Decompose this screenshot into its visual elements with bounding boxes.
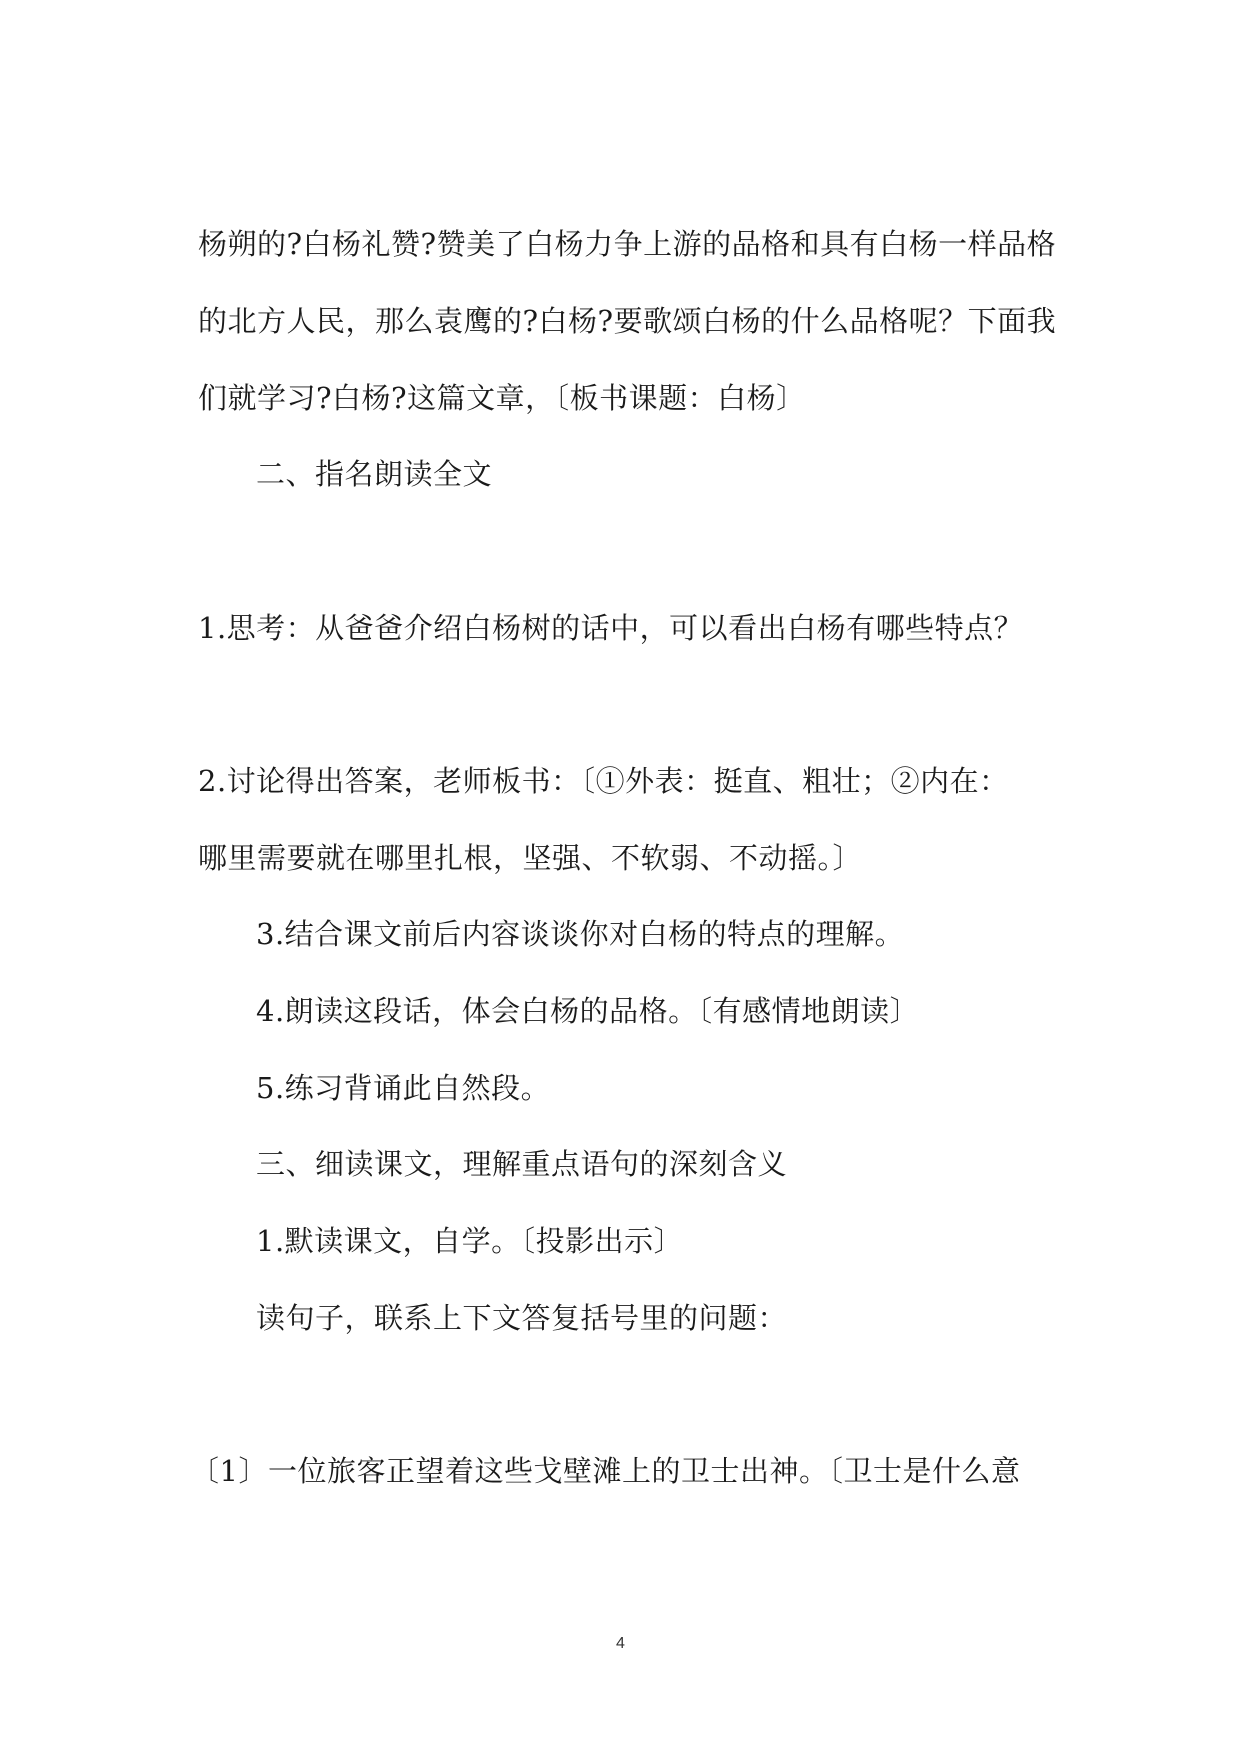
body-text-line-3: 们就学习?白杨?这篇文章，〔板书课题：白杨〕 bbox=[198, 381, 806, 415]
section-heading-2: 二、指名朗读全文 bbox=[256, 457, 493, 491]
list-item-understand: 3.结合课文前后内容谈谈你对白杨的特点的理解。 bbox=[256, 917, 905, 951]
list-item-recite: 5.练习背诵此自然段。 bbox=[256, 1071, 551, 1105]
question-item-1: 〔1〕一位旅客正望着这些戈壁滩上的卫士出神。〔卫士是什么意 bbox=[190, 1454, 1021, 1488]
body-text-line-2: 的北方人民，那么袁鹰的?白杨?要歌颂白杨的什么品格呢？下面我 bbox=[198, 304, 1057, 338]
list-item-discuss-line-2: 哪里需要就在哪里扎根，坚强、不软弱、不动摇。〕 bbox=[198, 841, 863, 875]
list-item-discuss-line-1: 2.讨论得出答案，老师板书：〔①外表：挺直、粗壮；②内在： bbox=[198, 764, 1009, 798]
list-item-think: 1.思考：从爸爸介绍白杨树的话中，可以看出白杨有哪些特点？ bbox=[198, 611, 1024, 645]
instruction-text: 读句子，联系上下文答复括号里的问题： bbox=[256, 1301, 788, 1335]
list-item-read-aloud: 4.朗读这段话，体会白杨的品格。〔有感情地朗读〕 bbox=[256, 994, 920, 1028]
body-text-line-1: 杨朔的?白杨礼赞?赞美了白杨力争上游的品格和具有白杨一样品格 bbox=[198, 227, 1057, 261]
list-item-silent-read: 1.默读课文，自学。〔投影出示〕 bbox=[256, 1224, 684, 1258]
page-number: 4 bbox=[616, 1635, 625, 1652]
section-heading-3: 三、细读课文，理解重点语句的深刻含义 bbox=[256, 1147, 788, 1181]
